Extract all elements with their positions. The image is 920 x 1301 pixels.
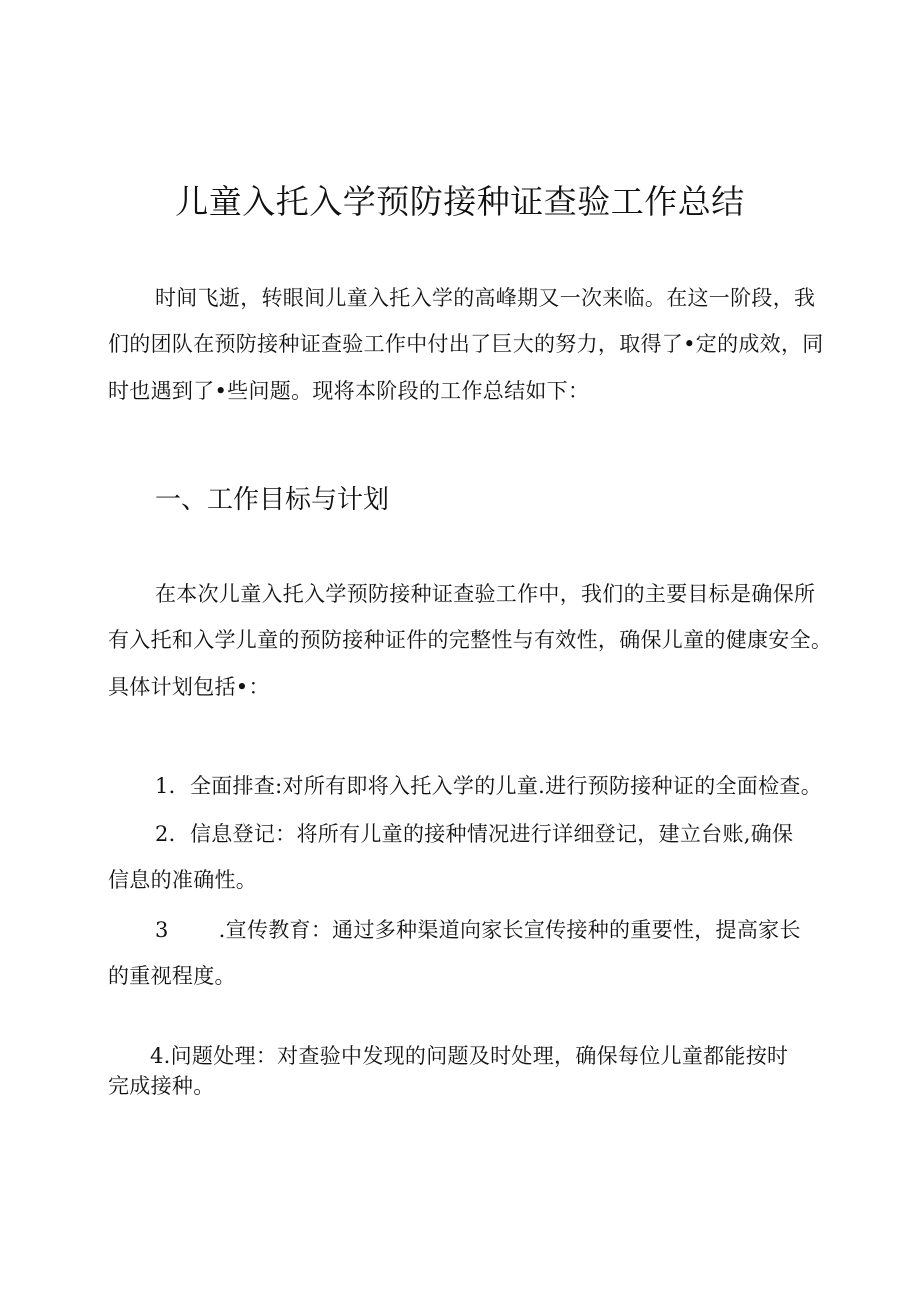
section1-line-2: 有入托和入学儿童的预防接种证件的完整性与有效性，确保儿童的健康安全。 (108, 628, 833, 652)
plan-item-4-line-2: 完成接种。 (108, 1074, 215, 1098)
intro-line-1: 时间飞逝，转眼间儿童入托入学的高峰期又一次来临。在这一阶段，我 (155, 286, 816, 310)
plan-item-3-line-1 (155, 916, 801, 944)
plan-item-4-line-1: 4.问题处理：对查验中发现的问题及时处理，确保每位儿童都能按时 (150, 1044, 789, 1068)
plan-item-3-number: 3 (155, 918, 169, 942)
plan-item-3-text: .宣传教育：通过多种渠道向家长宣传接种的重要性，提高家长 (218, 918, 801, 942)
document-title: 儿童入托入学预防接种证查验工作总结 (175, 182, 745, 221)
plan-item-2-line-1: 2．信息登记：将所有儿童的接种情况进行详细登记，建立台账,确保 (155, 822, 794, 846)
plan-item-1: 1．全面排查:对所有即将入托入学的儿童.进行预防接种证的全面检查。 (155, 774, 823, 798)
plan-item-2-line-2: 信息的准确性。 (108, 868, 258, 892)
plan-item-3-line-2: 的重视程度。 (108, 964, 236, 988)
intro-line-3: 时也遇到了•些问题。现将本阶段的工作总结如下： (108, 379, 590, 403)
section1-line-1: 在本次儿童入托入学预防接种证查验工作中，我们的主要目标是确保所 (155, 582, 816, 606)
section1-line-3: 具体计划包括•： (108, 675, 270, 699)
intro-line-2: 们的团队在预防接种证查验工作中付出了巨大的努力，取得了•定的成效，同 (108, 332, 824, 356)
section-heading-1: 一、工作目标与计划 (155, 485, 390, 515)
